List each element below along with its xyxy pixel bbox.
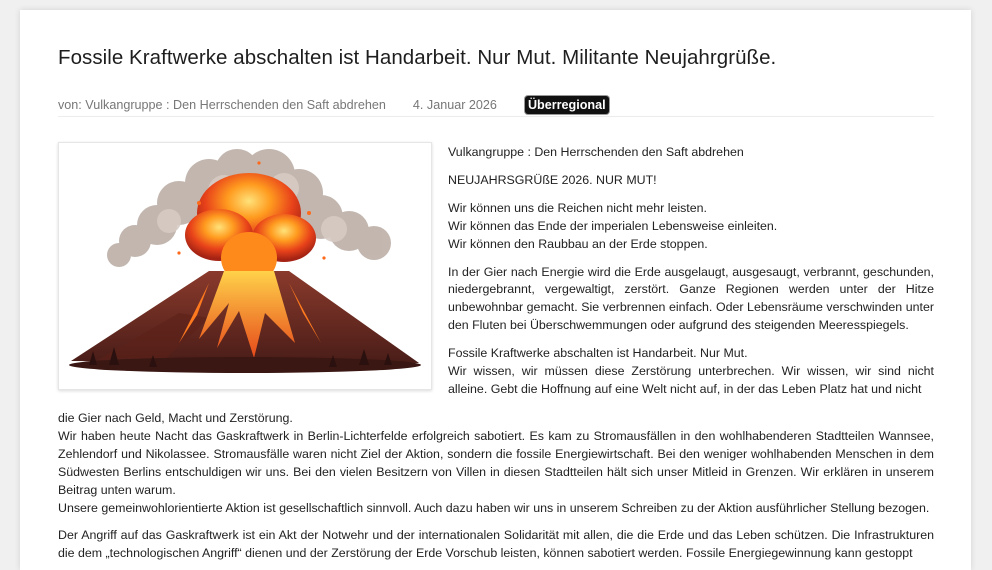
handarbeit-text: Wir wissen, wir müssen diese Zerstörung unterbrechen. Wir wissen, wir sind nicht alleine. Gebt die Hoffnung auf eine Welt nicht auf, in der das Leben Platz hat und nicht [448,364,934,396]
article-body-float [448,144,934,399]
handarbeit-continuation: die Gier nach Geld, Macht und Zerstörung. [58,411,293,425]
common-good-paragraph: Unsere gemeinwohlorientierte Aktion ist gesellschaftlich sinnvoll. Auch dazu haben wir uns in unserem Schreiben zu der Aktion ausführlicher Stellung bezogen. [58,500,930,515]
attack-paragraph: Wir haben heute Nacht das Gaskraftwerk in Berlin-Lichterfelde erfolgreich sabotiert. Es kam zu Stromausfällen in den wohlhabenderen Stadtteilen Wannsee, Zehlendorf und Nikolassee. Stromausfälle waren nicht Ziel der Aktion, sondern die fossile Energiewirtschaft. Bei den weniger wohlhabenden Menschen in dem Südwesten Berlins entschuldigen wir uns. Bei den vielen Besitzern von Villen in diesen Stadtteilen hält sich unser Mitleid in Grenzen. Wir erklären in unserem Beitrag unten warum. [58,428,934,497]
article-meta [58,93,934,117]
greeting-line: NEUJAHRSGRÜßE 2026. NUR MUT! [448,172,657,187]
intro-line: Wir können den Raubbau an der Erde stoppen. [448,236,708,251]
defense-paragraph: Der Angriff auf das Gaskraftwerk ist ein Akt der Notwehr und der internationalen Solidarität mit allen, die die Erde und das Leben schützen. Die Infrastrukturen die dem „technologischen Angriff“ dienen und der Zerstörung der Erde Vorschub leisten, können sabotiert werden. Fossile Energiegewinnung kann gestoppt [58,528,934,561]
article-title: Fossile Kraftwerke abschalten ist Handarbeit. Nur Mut. Militante Neujahrgrüße. [58,46,777,69]
article-card [20,10,971,570]
intro-line: Wir können uns die Reichen nicht mehr leisten. [448,200,707,215]
article-body-flow [58,410,934,570]
article-image [58,142,432,390]
meta-divider [58,116,934,117]
energy-paragraph: In der Gier nach Energie wird die Erde ausgelaugt, ausgesaugt, verbrannt, geschunden, niedergebrannt, vergewaltigt, zerstört. Ganze Regionen werden unter der Hitze unbewohnbar gemacht. Sie verbrennen einfach. Oder Lebensräume verschwinden unter den Fluten bei Überschwemmungen oder aufgrund des steigenden Meeresspiegels. [448,264,934,333]
author-link[interactable]: von: Vulkangruppe : Den Herrschenden den Saft abdrehen [58,98,386,112]
handarbeit-paragraph [448,345,934,399]
category-badge[interactable]: Überregional [525,96,609,114]
volcano-illustration-icon [59,143,431,389]
intro-line: Wir können das Ende der imperialen Lebensweise einleiten. [448,218,778,233]
intro-paragraph [448,200,934,254]
handarbeit-heading: Fossile Kraftwerke abschalten ist Handarbeit. Nur Mut. [448,346,748,361]
publish-date: 4. Januar 2026 [412,98,497,112]
sender-line: Vulkangruppe : Den Herrschenden den Saft abdrehen [448,145,744,159]
